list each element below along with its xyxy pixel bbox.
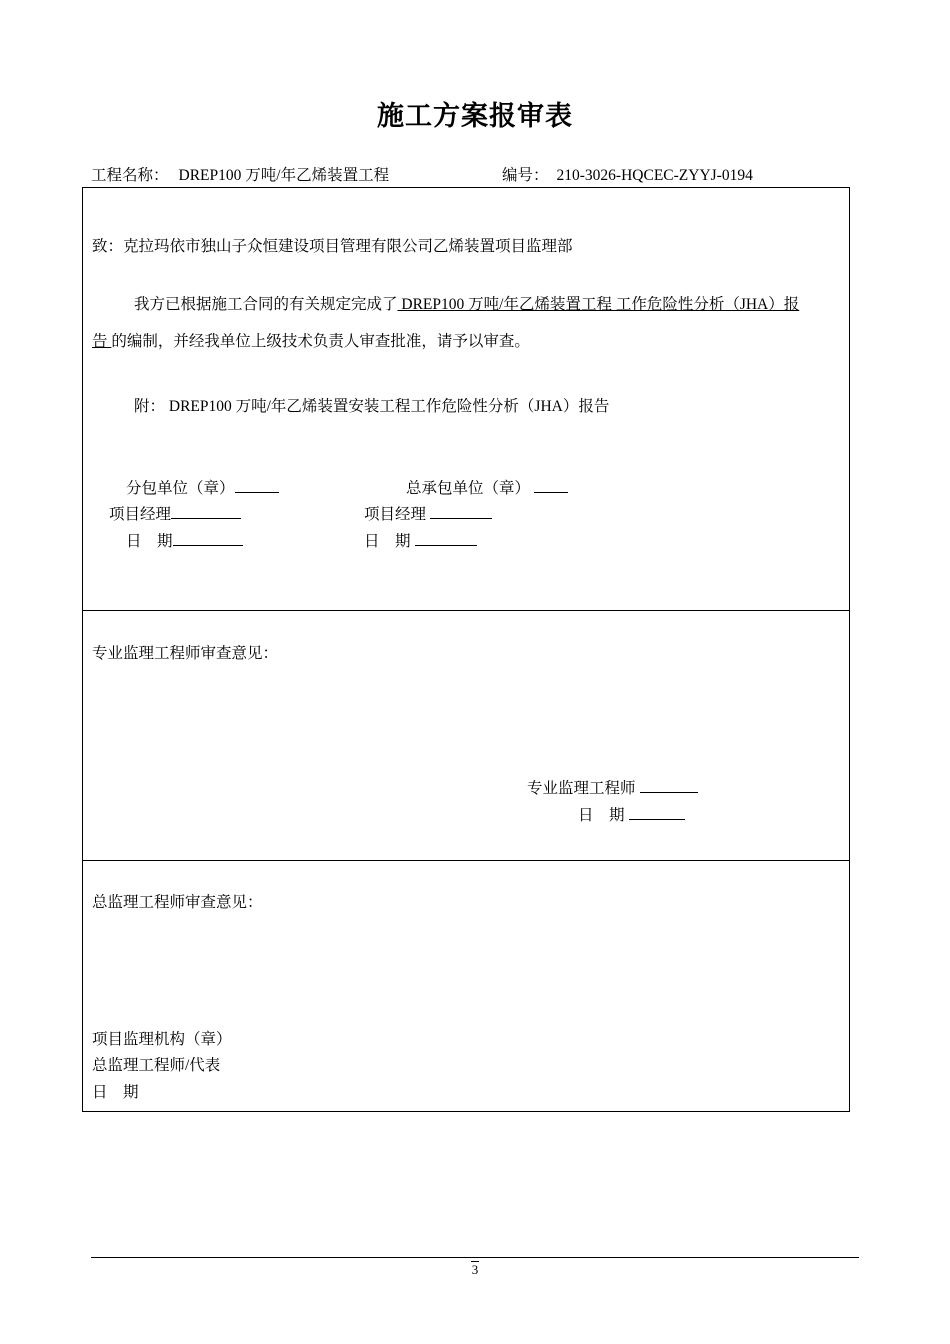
statement-suffix: 的编制，并经我单位上级技术负责人审查批准，请予以审查。 bbox=[111, 333, 530, 350]
project-name-line bbox=[91, 163, 389, 185]
number-label: 编号： bbox=[502, 167, 549, 184]
page-number: 3 bbox=[471, 1262, 479, 1277]
general-contractor-label: 总承包单位（章） bbox=[406, 480, 531, 497]
document-number-line bbox=[502, 163, 753, 185]
chief-engineer-label: 总监理工程师/代表 bbox=[92, 1057, 221, 1074]
subcontractor-date-line bbox=[126, 529, 243, 551]
project-name: DREP100 万吨/年乙烯装置工程 bbox=[178, 167, 390, 184]
specialist-date-line bbox=[578, 803, 685, 825]
specialist-date-label: 日 期 bbox=[578, 807, 625, 824]
subcontractor-pm-label: 项目经理 bbox=[109, 506, 172, 523]
page-title: 施工方案报审表 bbox=[377, 101, 573, 131]
chief-review-section bbox=[82, 860, 850, 1112]
general-contractor-pm-label: 项目经理 bbox=[364, 506, 427, 523]
subcontractor-date-blank[interactable] bbox=[173, 531, 243, 546]
general-contractor-pm-blank[interactable] bbox=[430, 504, 492, 519]
general-contractor-pm-line bbox=[364, 502, 492, 524]
general-contractor-signature-blank[interactable] bbox=[534, 478, 568, 493]
specialist-engineer-label: 专业监理工程师 bbox=[527, 780, 636, 797]
statement-line-2 bbox=[92, 329, 530, 351]
specialist-engineer-line bbox=[527, 776, 698, 798]
general-contractor-seal-line bbox=[406, 476, 568, 498]
subcontractor-date-label: 日 期 bbox=[126, 533, 173, 550]
subcontractor-pm-line bbox=[109, 502, 241, 524]
subcontractor-signature-blank[interactable] bbox=[235, 478, 279, 493]
general-contractor-date-label: 日 期 bbox=[364, 533, 411, 550]
chief-opinion-label: 总监理工程师审查意见： bbox=[92, 894, 263, 911]
general-contractor-date-line bbox=[364, 529, 477, 551]
attachment-line: 附： DREP100 万吨/年乙烯装置安装工程工作危险性分析（JHA）报告 bbox=[134, 398, 610, 415]
specialist-opinion-label: 专业监理工程师审查意见： bbox=[92, 645, 279, 662]
supervision-org-label: 项目监理机构（章） bbox=[92, 1031, 232, 1048]
report-title-underlined-end: 告 bbox=[92, 333, 112, 350]
subcontractor-pm-blank[interactable] bbox=[171, 504, 241, 519]
submission-section bbox=[82, 187, 850, 611]
statement-line-1 bbox=[134, 292, 799, 314]
report-title-underlined: DREP100 万吨/年乙烯装置工程 工作危险性分析（JHA）报 bbox=[397, 296, 800, 313]
statement-prefix: 我方已根据施工合同的有关规定完成了 bbox=[134, 296, 398, 313]
chief-date-label: 日 期 bbox=[92, 1084, 139, 1101]
project-label: 工程名称： bbox=[91, 167, 169, 184]
general-contractor-date-blank[interactable] bbox=[415, 531, 477, 546]
specialist-date-blank[interactable] bbox=[629, 805, 685, 820]
subcontractor-seal-line bbox=[126, 476, 279, 498]
document-number: 210-3026-HQCEC-ZYYJ-0194 bbox=[556, 167, 753, 184]
footer-rule bbox=[91, 1257, 859, 1258]
specialist-engineer-blank[interactable] bbox=[640, 778, 698, 793]
addressee-line: 致：克拉玛依市独山子众恒建设项目管理有限公司乙烯装置项目监理部 bbox=[92, 238, 573, 255]
specialist-review-section bbox=[82, 610, 850, 861]
subcontractor-label: 分包单位（章） bbox=[126, 480, 235, 497]
